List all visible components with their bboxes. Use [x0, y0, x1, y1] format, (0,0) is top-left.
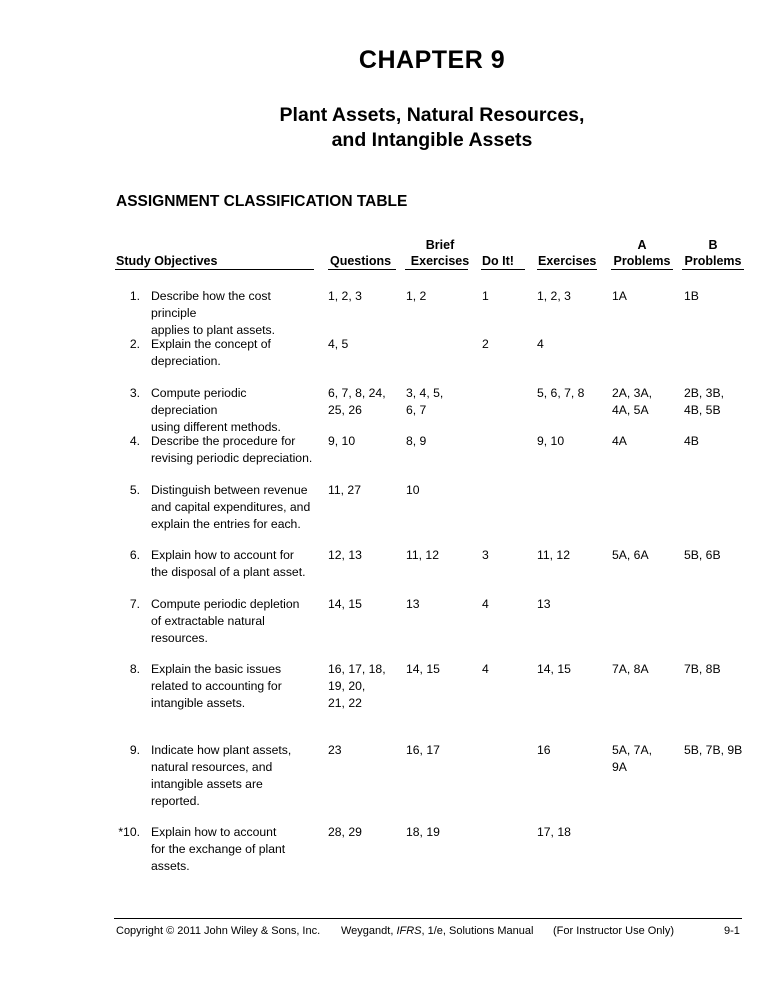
brief-line: 11, 12 [406, 548, 439, 562]
objective-text [151, 288, 316, 339]
brief-exercises-cell [406, 596, 476, 613]
b-line: 4B [684, 434, 699, 448]
objective-line: related to accounting for [151, 679, 282, 693]
questions-line: 11, 27 [328, 483, 361, 497]
objective-line: intangible assets are [151, 777, 263, 791]
header-do-it-label: Do It! [482, 254, 514, 268]
exercises-cell: 16 [537, 743, 551, 757]
questions-line: 4, 5 [328, 337, 349, 351]
objective-number: *10. [118, 825, 140, 839]
questions-cell [328, 742, 400, 759]
footer-manual [341, 924, 533, 938]
footer-copyright: Copyright © 2011 John Wiley & Sons, Inc. [116, 925, 321, 937]
header-b-top: B [708, 238, 718, 252]
do-it-cell: 4 [482, 662, 489, 676]
objective-number: 5. [129, 483, 140, 497]
objective-number: 1. [129, 289, 140, 303]
do-it-cell: 2 [482, 337, 489, 351]
objective-text [151, 433, 316, 467]
objective-number: 9. [129, 743, 140, 757]
questions-cell [328, 288, 400, 305]
brief-line: 10 [406, 483, 420, 497]
objective-line: Describe how the cost principle [151, 289, 271, 320]
header-underline-questions [328, 269, 396, 270]
brief-exercises-cell [406, 824, 476, 841]
exercises-cell: 11, 12 [537, 548, 570, 562]
objective-text [151, 336, 316, 370]
objective-line: reported. [151, 794, 200, 808]
questions-line: 6, 7, 8, 24, [328, 386, 386, 400]
objective-line: explain the entries for each. [151, 517, 301, 531]
chapter-subtitle [0, 103, 768, 153]
header-questions-label: Questions [330, 254, 392, 268]
questions-cell [328, 482, 400, 499]
objective-number: 6. [129, 548, 140, 562]
objective-text [151, 385, 316, 436]
footer-manual-suffix: , 1/e, Solutions Manual [421, 925, 534, 937]
b-problems-cell [684, 661, 754, 678]
header-study-objectives [116, 237, 217, 269]
brief-exercises-cell [406, 385, 476, 419]
brief-line: 14, 15 [406, 662, 440, 676]
a-problems-cell [612, 385, 677, 419]
objective-text [151, 661, 316, 712]
header-do-it [482, 237, 514, 269]
header-questions [330, 237, 391, 269]
footer-page-number: 9-1 [724, 925, 740, 937]
questions-cell [328, 661, 400, 712]
questions-line: 19, 20, [328, 679, 366, 693]
header-underline-a [611, 269, 673, 270]
objective-text [151, 547, 316, 581]
a-line: 2A, 3A, [612, 386, 652, 400]
questions-line: 16, 17, 18, [328, 662, 386, 676]
header-underline-doit [481, 269, 525, 270]
objective-line: depreciation. [151, 354, 221, 368]
objective-line: intangible assets. [151, 696, 246, 710]
b-line: 1B [684, 289, 699, 303]
objective-number: 2. [129, 337, 140, 351]
objective-number: 4. [129, 434, 140, 448]
header-b-problems [682, 237, 744, 269]
questions-line: 14, 15 [328, 597, 362, 611]
b-line: 5B, 7B, 9B [684, 743, 743, 757]
objective-line: resources. [151, 631, 208, 645]
b-problems-cell [684, 385, 754, 419]
exercises-cell: 14, 15 [537, 662, 571, 676]
questions-line: 28, 29 [328, 825, 362, 839]
questions-cell [328, 596, 400, 613]
b-problems-cell [684, 288, 754, 305]
exercises-cell: 13 [537, 597, 551, 611]
exercises-cell: 5, 6, 7, 8 [537, 386, 585, 400]
a-problems-cell [612, 742, 677, 776]
questions-cell [328, 336, 400, 353]
b-line: 4B, 5B [684, 403, 721, 417]
questions-line: 25, 26 [328, 403, 362, 417]
objective-line: assets. [151, 859, 190, 873]
a-line: 9A [612, 760, 627, 774]
objective-line: Explain how to account [151, 825, 277, 839]
brief-line: 1, 2 [406, 289, 427, 303]
brief-exercises-cell [406, 433, 476, 450]
do-it-cell: 4 [482, 597, 489, 611]
footer-instructor: (For Instructor Use Only) [553, 925, 675, 937]
exercises-cell: 4 [537, 337, 544, 351]
a-line: 5A, 7A, [612, 743, 652, 757]
table-heading: ASSIGNMENT CLASSIFICATION TABLE [116, 193, 408, 210]
b-line: 2B, 3B, [684, 386, 724, 400]
objective-text [151, 824, 316, 875]
brief-line: 16, 17 [406, 743, 440, 757]
questions-line: 23 [328, 743, 342, 757]
objective-line: the disposal of a plant asset. [151, 565, 306, 579]
footer-manual-prefix: Weygandt, [341, 925, 397, 937]
objective-text [151, 742, 316, 810]
subtitle-line-1: Plant Assets, Natural Resources, [279, 104, 585, 126]
brief-exercises-cell [406, 288, 476, 305]
do-it-cell: 3 [482, 548, 489, 562]
a-problems-cell [612, 288, 677, 305]
header-underline-brief [405, 269, 468, 270]
objective-line: for the exchange of plant [151, 842, 286, 856]
objective-line: Compute periodic depreciation [151, 386, 247, 417]
header-brief-top: Brief [425, 238, 455, 252]
objective-line: Explain how to account for [151, 548, 294, 562]
header-exercises [538, 237, 596, 269]
header-a-top: A [637, 238, 647, 252]
header-exercises-label: Exercises [538, 254, 597, 268]
brief-exercises-cell [406, 482, 476, 499]
objective-number: 7. [129, 597, 140, 611]
a-line: 7A, 8A [612, 662, 649, 676]
questions-line: 9, 10 [328, 434, 356, 448]
a-problems-cell [612, 433, 677, 450]
exercises-cell: 1, 2, 3 [537, 289, 571, 303]
questions-cell [328, 385, 400, 419]
brief-exercises-cell [406, 547, 476, 564]
header-underline-objectives [115, 269, 314, 270]
a-problems-cell [612, 547, 677, 564]
chapter-title: CHAPTER 9 [358, 46, 506, 74]
objective-line: of extractable natural [151, 614, 265, 628]
b-line: 7B, 8B [684, 662, 721, 676]
brief-line: 18, 19 [406, 825, 440, 839]
objective-text [151, 482, 316, 533]
a-line: 4A [612, 434, 627, 448]
b-line: 5B, 6B [684, 548, 721, 562]
objective-line: Explain the concept of [151, 337, 271, 351]
objective-text [151, 596, 316, 647]
questions-line: 21, 22 [328, 696, 362, 710]
header-b-bottom: Problems [684, 254, 742, 268]
b-problems-cell [684, 547, 754, 564]
questions-cell [328, 433, 400, 450]
objective-number: 8. [129, 662, 140, 676]
header-brief-exercises [405, 237, 475, 269]
header-study-objectives-label: Study Objectives [116, 254, 218, 268]
objective-line: Indicate how plant assets, [151, 743, 292, 757]
brief-line: 8, 9 [406, 434, 427, 448]
brief-line: 13 [406, 597, 420, 611]
footer-rule [114, 918, 742, 919]
a-line: 4A, 5A [612, 403, 649, 417]
header-a-bottom: Problems [613, 254, 671, 268]
objective-line: revising periodic depreciation. [151, 451, 313, 465]
do-it-cell: 1 [482, 289, 489, 303]
brief-line: 3, 4, 5, [406, 386, 444, 400]
b-problems-cell [684, 433, 754, 450]
questions-cell [328, 547, 400, 564]
objective-line: using different methods. [151, 420, 281, 434]
a-line: 5A, 6A [612, 548, 649, 562]
header-underline-exercises [537, 269, 597, 270]
header-brief-bottom: Exercises [410, 254, 470, 268]
subtitle-line-2: and Intangible Assets [331, 129, 533, 151]
objective-line: Compute periodic depletion [151, 597, 300, 611]
footer-manual-italic: IFRS [396, 925, 422, 937]
objective-line: Describe the procedure for [151, 434, 296, 448]
exercises-cell: 9, 10 [537, 434, 565, 448]
header-a-problems [611, 237, 673, 269]
a-line: 1A [612, 289, 627, 303]
brief-exercises-cell [406, 661, 476, 678]
brief-exercises-cell [406, 742, 476, 759]
objective-number: 3. [129, 386, 140, 400]
header-underline-b [682, 269, 744, 270]
objective-line: natural resources, and [151, 760, 273, 774]
questions-line: 12, 13 [328, 548, 362, 562]
exercises-cell: 17, 18 [537, 825, 571, 839]
questions-line: 1, 2, 3 [328, 289, 362, 303]
brief-line: 6, 7 [406, 403, 427, 417]
a-problems-cell [612, 661, 677, 678]
objective-line: applies to plant assets. [151, 323, 275, 337]
objective-line: and capital expenditures, and [151, 500, 311, 514]
b-problems-cell [684, 742, 754, 759]
objective-line: Explain the basic issues [151, 662, 282, 676]
objective-line: Distinguish between revenue [151, 483, 308, 497]
questions-cell [328, 824, 400, 841]
